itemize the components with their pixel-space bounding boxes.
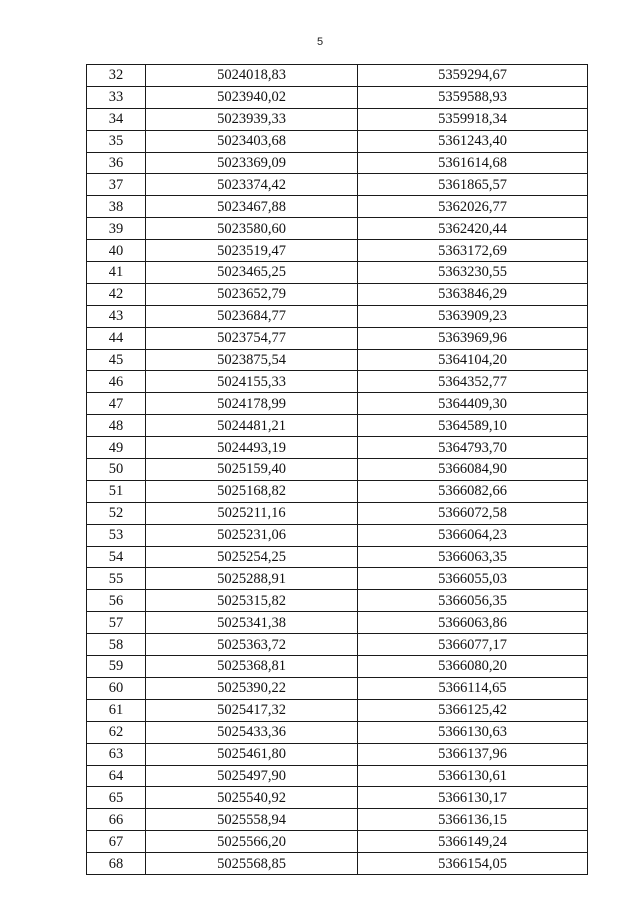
table-row: [87, 174, 588, 196]
point-number-cell: 39: [87, 218, 146, 240]
table-row: [87, 699, 588, 721]
x-coordinate-cell: 5025168,82: [146, 480, 358, 502]
y-coordinate-cell: 5366114,65: [358, 677, 588, 699]
y-coordinate-cell: 5366064,23: [358, 524, 588, 546]
y-coordinate-cell: 5366130,63: [358, 721, 588, 743]
point-number-cell: 47: [87, 393, 146, 415]
y-coordinate-cell: 5364589,10: [358, 415, 588, 437]
point-number-cell: 32: [87, 65, 146, 87]
x-coordinate-cell: 5024018,83: [146, 65, 358, 87]
x-coordinate-cell: 5025288,91: [146, 568, 358, 590]
point-number-cell: 46: [87, 371, 146, 393]
table-row: [87, 765, 588, 787]
x-coordinate-cell: 5025566,20: [146, 831, 358, 853]
point-number-cell: 41: [87, 262, 146, 284]
x-coordinate-cell: 5025368,81: [146, 656, 358, 678]
point-number-cell: 57: [87, 612, 146, 634]
x-coordinate-cell: 5025211,16: [146, 502, 358, 524]
y-coordinate-cell: 5364793,70: [358, 437, 588, 459]
table-row: [87, 283, 588, 305]
table-row: [87, 218, 588, 240]
x-coordinate-cell: 5025461,80: [146, 743, 358, 765]
x-coordinate-cell: 5023580,60: [146, 218, 358, 240]
point-number-cell: 68: [87, 853, 146, 875]
y-coordinate-cell: 5361614,68: [358, 152, 588, 174]
y-coordinate-cell: 5359918,34: [358, 108, 588, 130]
point-number-cell: 51: [87, 480, 146, 502]
x-coordinate-cell: 5023875,54: [146, 349, 358, 371]
y-coordinate-cell: 5366137,96: [358, 743, 588, 765]
y-coordinate-cell: 5362420,44: [358, 218, 588, 240]
x-coordinate-cell: 5025568,85: [146, 853, 358, 875]
x-coordinate-cell: 5023652,79: [146, 283, 358, 305]
point-number-cell: 60: [87, 677, 146, 699]
x-coordinate-cell: 5023374,42: [146, 174, 358, 196]
point-number-cell: 53: [87, 524, 146, 546]
point-number-cell: 61: [87, 699, 146, 721]
y-coordinate-cell: 5366063,35: [358, 546, 588, 568]
y-coordinate-cell: 5363230,55: [358, 262, 588, 284]
coordinates-table: [86, 64, 588, 875]
table-row: [87, 721, 588, 743]
x-coordinate-cell: 5023684,77: [146, 305, 358, 327]
y-coordinate-cell: 5366130,61: [358, 765, 588, 787]
table-row: [87, 546, 588, 568]
table-row: [87, 480, 588, 502]
y-coordinate-cell: 5366154,05: [358, 853, 588, 875]
table-row: [87, 152, 588, 174]
point-number-cell: 45: [87, 349, 146, 371]
point-number-cell: 63: [87, 743, 146, 765]
x-coordinate-cell: 5023369,09: [146, 152, 358, 174]
x-coordinate-cell: 5024493,19: [146, 437, 358, 459]
point-number-cell: 38: [87, 196, 146, 218]
y-coordinate-cell: 5366077,17: [358, 634, 588, 656]
table-row: [87, 130, 588, 152]
point-number-cell: 54: [87, 546, 146, 568]
table-row: [87, 568, 588, 590]
y-coordinate-cell: 5366072,58: [358, 502, 588, 524]
table-row: [87, 371, 588, 393]
table-row: [87, 393, 588, 415]
y-coordinate-cell: 5361243,40: [358, 130, 588, 152]
table-row: [87, 787, 588, 809]
x-coordinate-cell: 5024155,33: [146, 371, 358, 393]
point-number-cell: 62: [87, 721, 146, 743]
y-coordinate-cell: 5359588,93: [358, 86, 588, 108]
x-coordinate-cell: 5025341,38: [146, 612, 358, 634]
x-coordinate-cell: 5025231,06: [146, 524, 358, 546]
x-coordinate-cell: 5023940,02: [146, 86, 358, 108]
table-row: [87, 612, 588, 634]
table-row: [87, 590, 588, 612]
point-number-cell: 42: [87, 283, 146, 305]
point-number-cell: 37: [87, 174, 146, 196]
table-row: [87, 437, 588, 459]
point-number-cell: 66: [87, 809, 146, 831]
page-number: 5: [316, 36, 324, 48]
x-coordinate-cell: 5025159,40: [146, 459, 358, 481]
point-number-cell: 48: [87, 415, 146, 437]
point-number-cell: 44: [87, 327, 146, 349]
table-row: [87, 305, 588, 327]
x-coordinate-cell: 5023519,47: [146, 240, 358, 262]
table-row: [87, 86, 588, 108]
table-row: [87, 524, 588, 546]
y-coordinate-cell: 5366055,03: [358, 568, 588, 590]
point-number-cell: 52: [87, 502, 146, 524]
point-number-cell: 34: [87, 108, 146, 130]
point-number-cell: 33: [87, 86, 146, 108]
x-coordinate-cell: 5023467,88: [146, 196, 358, 218]
point-number-cell: 59: [87, 656, 146, 678]
x-coordinate-cell: 5025390,22: [146, 677, 358, 699]
x-coordinate-cell: 5023939,33: [146, 108, 358, 130]
y-coordinate-cell: 5366080,20: [358, 656, 588, 678]
y-coordinate-cell: 5363846,29: [358, 283, 588, 305]
y-coordinate-cell: 5366084,90: [358, 459, 588, 481]
point-number-cell: 65: [87, 787, 146, 809]
table-row: [87, 502, 588, 524]
table-row: [87, 262, 588, 284]
point-number-cell: 43: [87, 305, 146, 327]
point-number-cell: 40: [87, 240, 146, 262]
table-row: [87, 743, 588, 765]
x-coordinate-cell: 5024178,99: [146, 393, 358, 415]
table-row: [87, 677, 588, 699]
table-row: [87, 65, 588, 87]
x-coordinate-cell: 5023754,77: [146, 327, 358, 349]
y-coordinate-cell: 5364409,30: [358, 393, 588, 415]
table-row: [87, 634, 588, 656]
x-coordinate-cell: 5025363,72: [146, 634, 358, 656]
point-number-cell: 50: [87, 459, 146, 481]
table-row: [87, 108, 588, 130]
point-number-cell: 67: [87, 831, 146, 853]
table-row: [87, 327, 588, 349]
table-row: [87, 831, 588, 853]
y-coordinate-cell: 5366082,66: [358, 480, 588, 502]
x-coordinate-cell: 5024481,21: [146, 415, 358, 437]
y-coordinate-cell: 5359294,67: [358, 65, 588, 87]
coordinates-table-body: [87, 65, 588, 875]
y-coordinate-cell: 5366136,15: [358, 809, 588, 831]
table-row: [87, 656, 588, 678]
x-coordinate-cell: 5025315,82: [146, 590, 358, 612]
x-coordinate-cell: 5023465,25: [146, 262, 358, 284]
table-row: [87, 853, 588, 875]
point-number-cell: 49: [87, 437, 146, 459]
point-number-cell: 36: [87, 152, 146, 174]
y-coordinate-cell: 5366056,35: [358, 590, 588, 612]
point-number-cell: 55: [87, 568, 146, 590]
x-coordinate-cell: 5025558,94: [146, 809, 358, 831]
y-coordinate-cell: 5366130,17: [358, 787, 588, 809]
y-coordinate-cell: 5363172,69: [358, 240, 588, 262]
table-row: [87, 459, 588, 481]
x-coordinate-cell: 5023403,68: [146, 130, 358, 152]
table-row: [87, 349, 588, 371]
y-coordinate-cell: 5361865,57: [358, 174, 588, 196]
x-coordinate-cell: 5025540,92: [146, 787, 358, 809]
table-row: [87, 240, 588, 262]
x-coordinate-cell: 5025254,25: [146, 546, 358, 568]
point-number-cell: 35: [87, 130, 146, 152]
y-coordinate-cell: 5366063,86: [358, 612, 588, 634]
y-coordinate-cell: 5366125,42: [358, 699, 588, 721]
y-coordinate-cell: 5363969,96: [358, 327, 588, 349]
table-row: [87, 415, 588, 437]
point-number-cell: 64: [87, 765, 146, 787]
table-row: [87, 809, 588, 831]
x-coordinate-cell: 5025433,36: [146, 721, 358, 743]
y-coordinate-cell: 5366149,24: [358, 831, 588, 853]
y-coordinate-cell: 5363909,23: [358, 305, 588, 327]
point-number-cell: 56: [87, 590, 146, 612]
x-coordinate-cell: 5025497,90: [146, 765, 358, 787]
y-coordinate-cell: 5362026,77: [358, 196, 588, 218]
y-coordinate-cell: 5364104,20: [358, 349, 588, 371]
point-number-cell: 58: [87, 634, 146, 656]
table-row: [87, 196, 588, 218]
x-coordinate-cell: 5025417,32: [146, 699, 358, 721]
y-coordinate-cell: 5364352,77: [358, 371, 588, 393]
